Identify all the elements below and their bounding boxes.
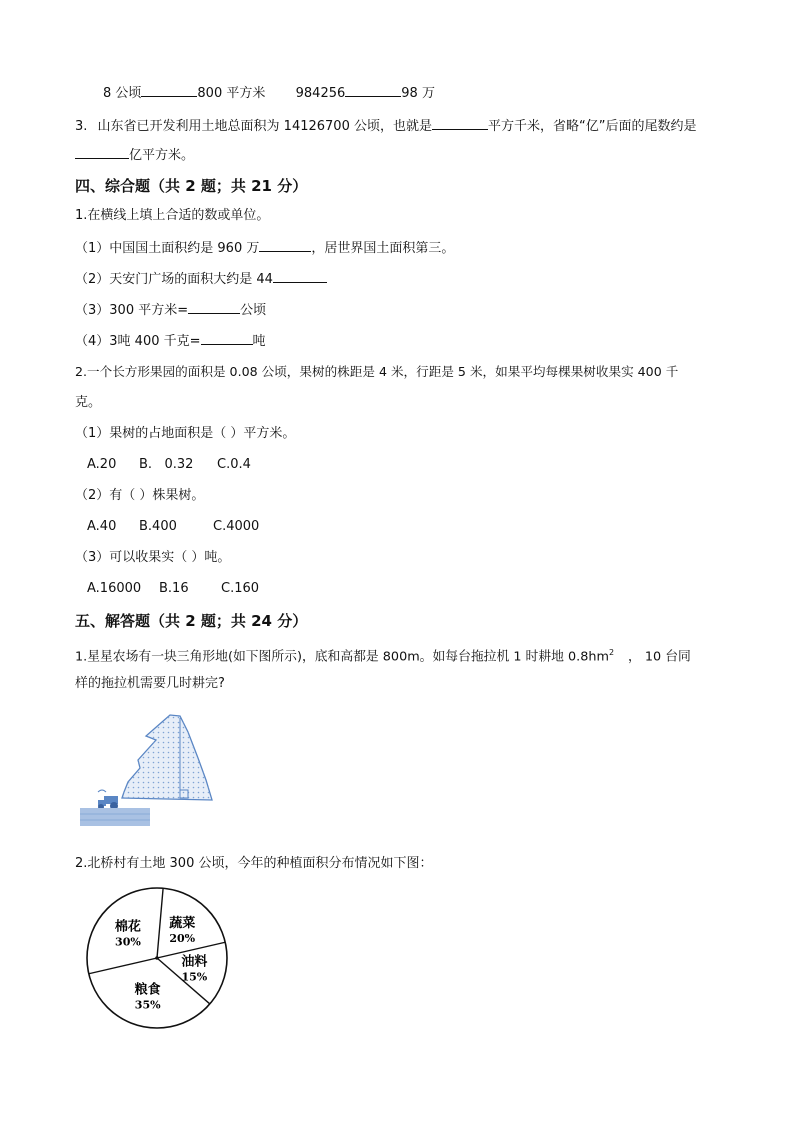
answer-blank[interactable] [259,239,311,252]
option[interactable]: A.20 [87,457,117,472]
option[interactable]: C.0.4 [217,457,251,472]
s4-q1-item: （4）3吨 400 千克= 吨 [75,334,266,349]
compare-left-after: 800 平方米 [197,86,266,101]
answer-blank[interactable] [201,332,253,345]
s5-q2-line1: 2.北桥村有土地 300 公顷，今年的种植面积分布情况如下图： [75,856,433,871]
s4-q1-item: （1）中国国土面积约是 960 万 ，居世界国土面积第三。 [75,241,455,256]
pie-slice-value: 30% [115,935,141,949]
option[interactable]: B.16 [159,581,189,596]
compare-right: 984256 [295,86,346,101]
section5-title: 五、解答题（共 2 题；共 24 分） [75,612,308,630]
s4-q1-item: （2）天安门广场的面积大约是 44 [75,270,327,288]
q3-line2 [75,146,194,164]
s4-q2-line2: 克。 [75,395,102,410]
q3-text-c: 亿平方米。 [129,148,195,163]
section4-title: 四、综合题（共 2 题；共 21 分） [75,177,308,195]
compare-line [103,84,435,102]
s5-q1-line1: 1.星星农场有一块三角形地(如下图所示)，底和高都是 800m。如每台拖拉机 1 时耕地 $0.8hm^2$ ， 10 台同 [75,648,691,665]
pie-slice-value: 20% [169,931,196,945]
pie-slice-value: 35% [134,998,161,1012]
q3-line1 [75,117,696,135]
q3-text-a: 山东省已开发利用土地总面积为 14126700 公顷，也就是 [97,119,432,134]
s4-q2-line1: 2.一个长方形果园的面积是 0.08 公顷，果树的株距是 4 米，行距是 5 米，如果平均每棵果树收果实 400 千 [75,364,679,379]
answer-blank[interactable] [345,84,401,97]
pie-slice-label: 棉花 [114,919,141,935]
compare-left: 8 公顷 [103,86,142,101]
answer-blank[interactable] [75,146,129,159]
q3-text-b: 平方千米，省略“亿”后面的尾数约是 [487,119,697,134]
triangle-field-illustration [76,710,216,830]
s4-q2-sub2: （2）有（ ）株果树。 [75,488,205,503]
option[interactable]: C.160 [221,581,260,596]
s4-q1-item: （3）300 平方米= 公顷 [75,303,267,318]
q3-number: 3. [75,119,88,134]
option[interactable]: A.40 [87,519,117,534]
planting-area-pie-chart [84,885,230,1031]
pie-slice-label: 粮食 [134,982,161,998]
option[interactable]: B. 0.32 [139,457,194,472]
answer-blank[interactable] [273,270,327,283]
pie-slice-label: 油料 [181,954,208,970]
option[interactable]: C.4000 [213,519,260,534]
s5-q1-line2: 样的拖拉机需要几时耕完? [75,676,225,691]
option[interactable]: A.16000 [87,581,142,596]
answer-blank[interactable] [141,84,197,97]
compare-right-after: 98 万 [401,86,435,101]
option[interactable]: B.400 [139,519,177,534]
pie-center [155,956,159,960]
pie-slice-label: 蔬菜 [169,915,196,931]
s4-q1-title: 1.在横线上填上合适的数或单位。 [75,208,270,223]
answer-blank[interactable] [188,301,240,314]
answer-blank[interactable] [432,117,488,130]
s4-q2-sub1: （1）果树的占地面积是（ ）平方米。 [75,426,296,441]
s4-q2-sub3: （3）可以收果实（ ）吨。 [75,550,231,565]
pie-slice-value: 15% [181,970,208,984]
